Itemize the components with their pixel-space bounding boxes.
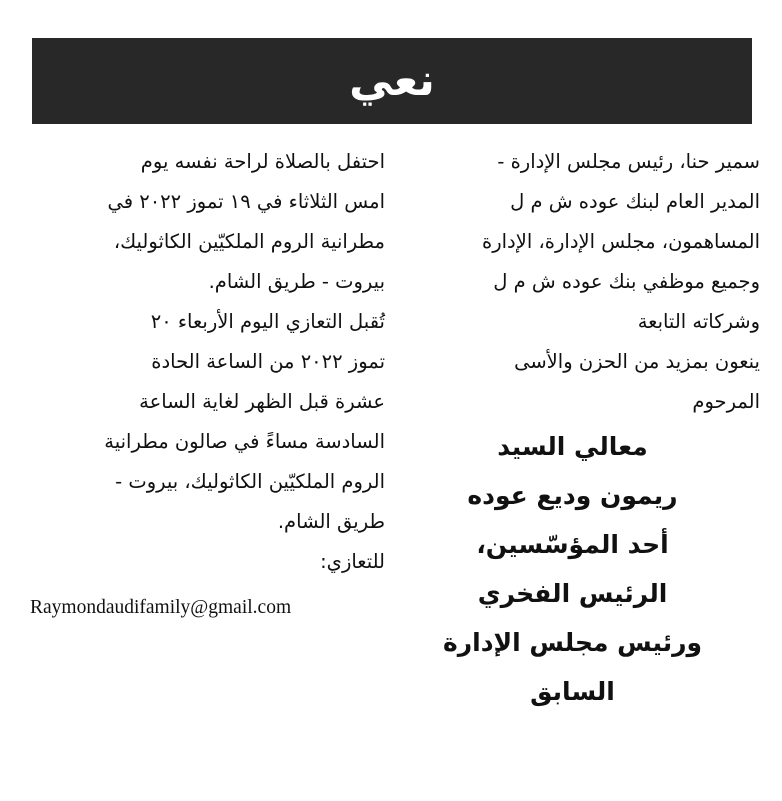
condolence-line: عشرة قبل الظهر لغاية الساعة: [139, 390, 385, 413]
condolence-line: تموز ٢٠٢٢ من الساعة الحادة: [151, 350, 385, 373]
funeral-line: امس الثلاثاء في ١٩ تموز ٢٠٢٢ في: [107, 190, 385, 213]
announcement-line: المساهمون، مجلس الإدارة، الإدارة: [482, 230, 760, 253]
condolence-paragraph: [30, 302, 385, 542]
deceased-name-block: [405, 422, 760, 716]
title-line: السابق: [530, 677, 615, 706]
funeral-paragraph: [30, 142, 385, 302]
condolence-line: طريق الشام.: [277, 510, 385, 533]
condolence-line: الروم الملكيّين الكاثوليك، بيروت -: [115, 470, 385, 493]
condolence-line: تُقبل التعازي اليوم الأربعاء ٢٠: [150, 310, 385, 333]
funeral-line: احتفل بالصلاة لراحة نفسه يوم: [140, 150, 385, 173]
funeral-line: مطرانية الروم الملكيّين الكاثوليك،: [113, 230, 385, 253]
announcement-paragraph: [405, 142, 760, 422]
contact-label: للتعازي:: [320, 550, 385, 573]
honorific-line: معالي السيد: [497, 432, 648, 461]
title-line: أحد المؤسّسين،: [476, 530, 669, 559]
condolence-line: السادسة مساءً في صالون مطرانية: [104, 430, 385, 453]
announcement-line: ينعون بمزيد من الحزن والأسى: [514, 350, 760, 373]
contact-email: Raymondaudifamily@gmail.com: [30, 597, 292, 618]
announcement-line: وشركاته التابعة: [637, 310, 760, 333]
page-title: نعي: [349, 55, 435, 106]
title-line: الرئيس الفخري: [477, 579, 668, 608]
title-line: ورئيس مجلس الإدارة: [442, 628, 703, 657]
announcement-line: وجميع موظفي بنك عوده ش م ل: [493, 270, 760, 293]
left-column: [30, 142, 385, 628]
announcement-line: المدير العام لبنك عوده ش م ل: [510, 190, 760, 213]
header-bar: [32, 38, 752, 124]
announcement-line: المرحوم: [692, 390, 760, 413]
right-column: [405, 142, 760, 716]
funeral-line: بيروت - طريق الشام.: [208, 270, 385, 293]
deceased-name: ريمون وديع عوده: [467, 481, 678, 510]
announcement-line: سمير حنا، رئيس مجلس الإدارة -: [497, 150, 760, 173]
